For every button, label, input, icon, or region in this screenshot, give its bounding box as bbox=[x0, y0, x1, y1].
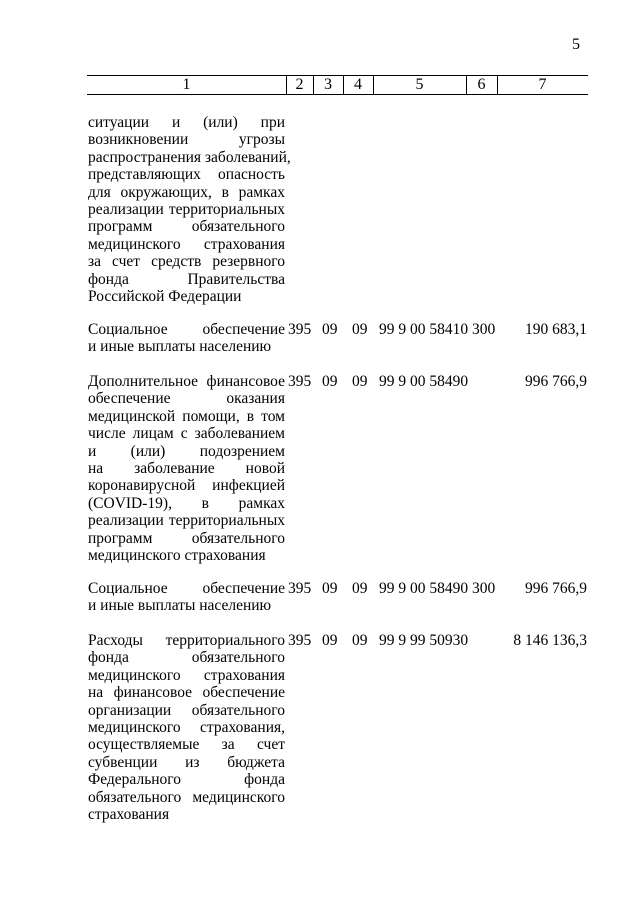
section-code: 09 bbox=[322, 321, 338, 338]
subsection-code: 09 bbox=[352, 373, 368, 390]
description-line: и иные выплаты населению bbox=[88, 338, 272, 356]
description-line: обеспечение оказания bbox=[88, 390, 285, 408]
description-line: обязательного медицинского bbox=[88, 788, 285, 806]
description-line: и иные выплаты населению bbox=[88, 597, 272, 615]
amount: 8 146 136,3 bbox=[513, 632, 587, 649]
column-header-2: 2 bbox=[286, 76, 314, 94]
description-line: медицинской помощи, в том bbox=[88, 407, 285, 425]
subsection-code: 09 bbox=[352, 632, 368, 649]
description-line: осуществляемые за счет bbox=[88, 736, 285, 754]
column-header-7: 7 bbox=[538, 76, 547, 93]
description-line: возникновении угрозы bbox=[88, 131, 285, 149]
grbs-code: 395 bbox=[288, 580, 312, 597]
description-line: Российской Федерации bbox=[88, 288, 242, 306]
description-line: Социальное обеспечение bbox=[88, 580, 285, 597]
description-line: Федерального фонда bbox=[88, 771, 285, 789]
amount: 996 766,9 bbox=[525, 580, 587, 597]
description-line: фонда обязательного bbox=[88, 649, 285, 667]
description-line: представляющих опасность bbox=[88, 166, 285, 184]
description-line: Социальное обеспечение bbox=[88, 321, 285, 338]
target-article-code: 99 9 00 58490 bbox=[379, 580, 469, 597]
row-description bbox=[88, 632, 285, 823]
description-line: на финансовое обеспечение bbox=[88, 684, 285, 702]
description-line: распространения заболеваний, bbox=[88, 148, 291, 166]
page-number: 5 bbox=[572, 36, 580, 53]
description-line: медицинского страхования, bbox=[88, 719, 285, 737]
section-code: 09 bbox=[322, 580, 338, 597]
row-description bbox=[88, 114, 291, 306]
grbs-code: 395 bbox=[288, 632, 312, 649]
grbs-code: 395 bbox=[288, 373, 312, 390]
subsection-code: 09 bbox=[352, 580, 368, 597]
description-line: за счет средств резервного bbox=[88, 253, 285, 271]
grbs-code: 395 bbox=[288, 321, 312, 338]
description-line: ситуации и (или) при bbox=[88, 114, 285, 131]
table-header bbox=[87, 75, 588, 95]
row-description bbox=[88, 373, 285, 564]
description-line: программ обязательного bbox=[88, 529, 285, 547]
description-line: страхования bbox=[88, 806, 170, 824]
target-article-code: 99 9 00 58490 bbox=[379, 373, 469, 390]
description-line: реализации территориальных bbox=[88, 512, 285, 530]
expense-type-code: 300 bbox=[472, 580, 496, 597]
description-line: Расходы территориального bbox=[88, 632, 285, 649]
description-line: для окружающих, в рамках bbox=[88, 183, 285, 201]
column-header-1: 1 bbox=[87, 76, 287, 94]
subsection-code: 09 bbox=[352, 321, 368, 338]
description-line: числе лицам с заболеванием bbox=[88, 425, 285, 443]
column-header-6: 6 bbox=[466, 76, 498, 94]
description-line: Дополнительное финансовое bbox=[88, 373, 285, 390]
description-line: медицинского страхования bbox=[88, 666, 285, 684]
section-code: 09 bbox=[322, 632, 338, 649]
amount: 190 683,1 bbox=[525, 321, 587, 338]
column-header-4: 4 bbox=[343, 76, 374, 94]
column-header-3: 3 bbox=[313, 76, 344, 94]
description-line: фонда Правительства bbox=[88, 270, 285, 288]
description-line: субвенции из бюджета bbox=[88, 753, 285, 771]
description-line: (COVID-19), в рамках bbox=[88, 494, 285, 512]
description-line: коронавирусной инфекцией bbox=[88, 477, 285, 495]
section-code: 09 bbox=[322, 373, 338, 390]
description-line: медицинского страхования bbox=[88, 235, 285, 253]
column-header-5: 5 bbox=[373, 76, 467, 94]
description-line: реализации территориальных bbox=[88, 201, 285, 219]
expense-type-code: 300 bbox=[472, 321, 496, 338]
description-line: программ обязательного bbox=[88, 218, 285, 236]
description-line: и (или) подозрением bbox=[88, 442, 285, 460]
description-line: медицинского страхования bbox=[88, 547, 266, 565]
target-article-code: 99 9 99 50930 bbox=[379, 632, 469, 649]
target-article-code: 99 9 00 58410 bbox=[379, 321, 469, 338]
row-description bbox=[88, 321, 285, 356]
row-description bbox=[88, 580, 285, 615]
description-line: организации обязательного bbox=[88, 701, 285, 719]
amount: 996 766,9 bbox=[525, 373, 587, 390]
description-line: на заболевание новой bbox=[88, 460, 285, 478]
